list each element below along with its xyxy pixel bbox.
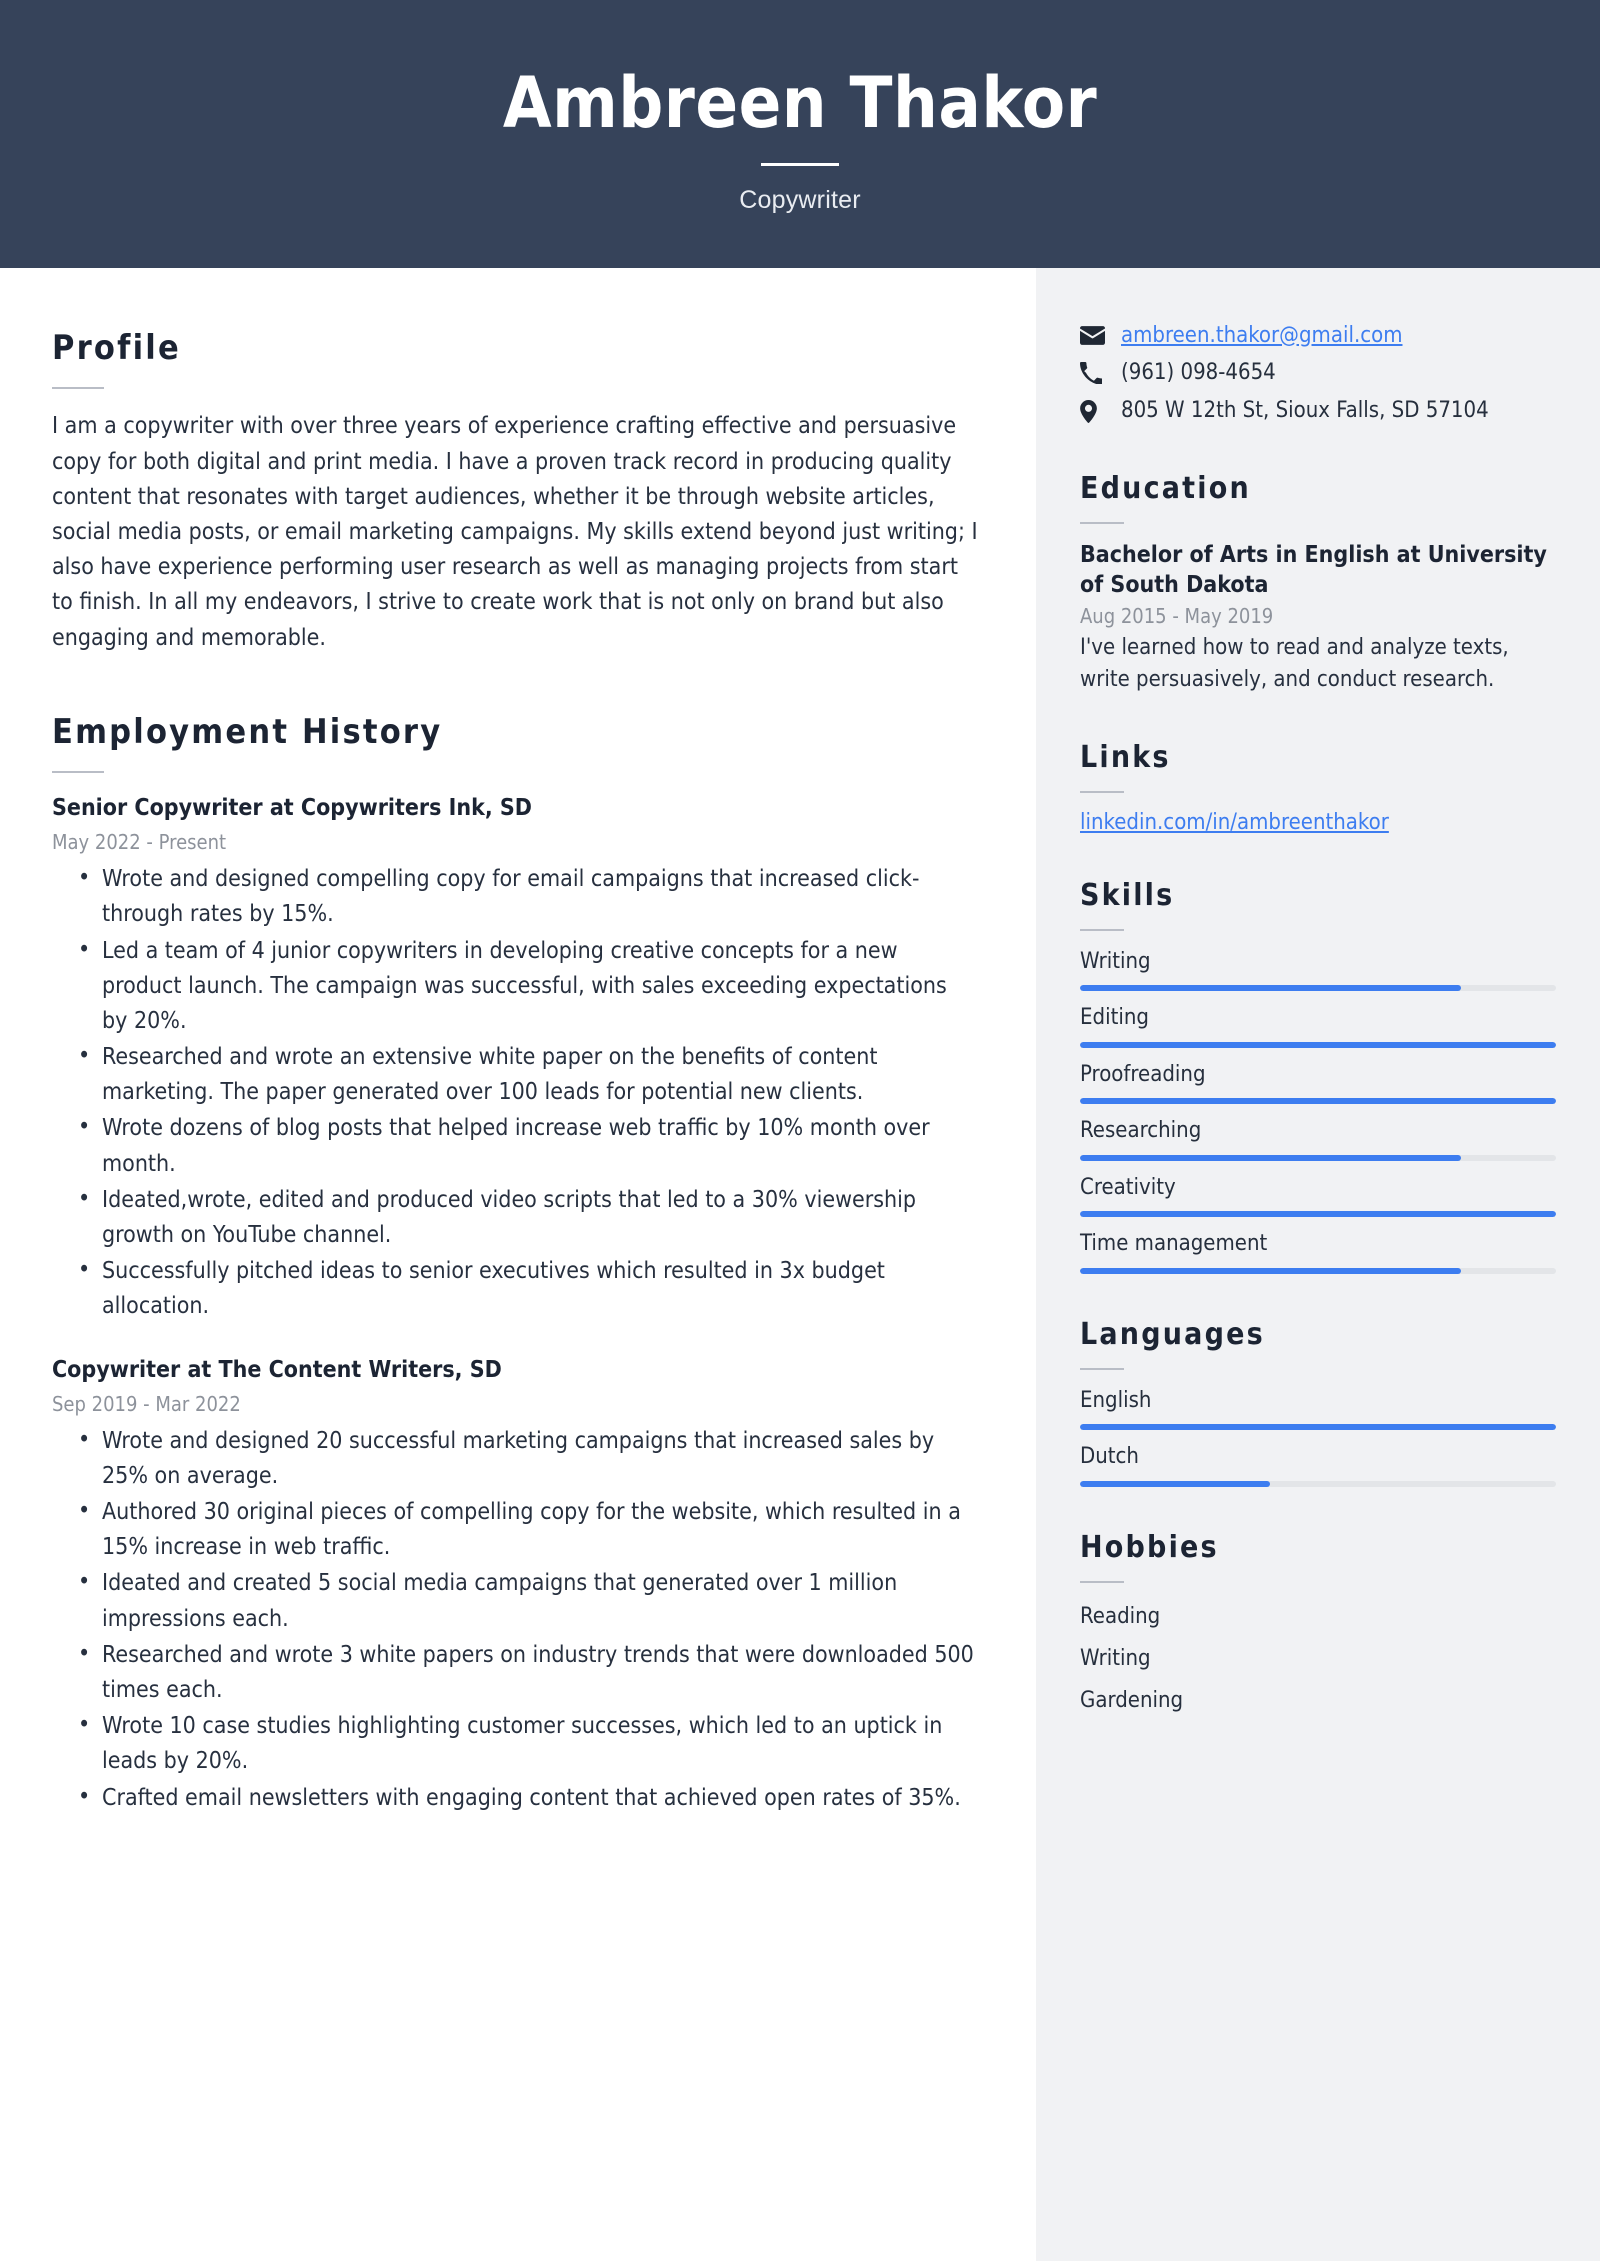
contact-section: [1080, 320, 1556, 426]
skill-bar-fill: [1080, 1042, 1556, 1048]
job-list: [52, 793, 978, 1816]
skill-bar-fill: [1080, 1155, 1461, 1161]
job-bullet: • Led a team of 4 junior copywriters in developing creative concepts for a new product launch. The campaign was successful, with sales exceeding expectations by 20%.: [102, 934, 978, 1040]
language-label: English: [1080, 1387, 1152, 1413]
education-degree: Bachelor of Arts in English at University of South Dakota: [1080, 542, 1547, 598]
skill-bar-fill: [1080, 1098, 1556, 1104]
profile-section: [52, 330, 978, 656]
skill-bar-track: [1080, 985, 1556, 991]
map-pin-icon: [1080, 398, 1110, 424]
language-bar-fill: [1080, 1424, 1556, 1430]
contact-phone-row: [1080, 358, 1556, 388]
language-bar-track: [1080, 1481, 1556, 1487]
phone-icon: [1080, 360, 1110, 386]
section-spacer: [52, 656, 978, 714]
education-heading: Education: [1080, 471, 1251, 506]
profile-heading: Profile: [52, 328, 181, 368]
skill: [1080, 948, 1556, 992]
profile-text: I am a copywriter with over three years of experience crafting effective and persuasive copy for both digital and print media. I have a proven track record in producing quality content that resonates with target audiences, whether it be through website articles, social media posts, or email marketing campaigns. My skills extend beyond just writing; I also have experience performing user research as well as managing projects from start to finish. In all my endeavors, I strive to create work that is not only on brand but also engaging and memorable.: [52, 413, 978, 651]
job-date: May 2022 - Present: [52, 830, 227, 855]
education-section: [1080, 472, 1556, 697]
skill-label: Proofreading: [1080, 1061, 1206, 1087]
skills-section: [1080, 879, 1556, 1274]
email-link[interactable]: ambreen.thakor@gmail.com: [1121, 322, 1403, 348]
education-heading-divider: [1080, 522, 1124, 524]
skill: [1080, 1061, 1556, 1105]
job-bullet: • Authored 30 original pieces of compelling copy for the website, which resulted in a 15% increase in web traffic.: [102, 1495, 978, 1565]
languages-heading-divider: [1080, 1368, 1124, 1370]
candidate-job-title: Copywriter: [739, 185, 861, 214]
skill-bar-track: [1080, 1098, 1556, 1104]
skill-label: Creativity: [1080, 1174, 1176, 1200]
hobbies-heading: Hobbies: [1080, 1529, 1219, 1565]
job-bullet-list: [52, 862, 978, 1324]
skill: [1080, 1174, 1556, 1218]
job-bullet: • Wrote and designed 20 successful marketing campaigns that increased sales by 25% on average.: [102, 1424, 978, 1494]
language: [1080, 1387, 1556, 1431]
hobby-item: Gardening: [1080, 1687, 1184, 1713]
header-divider: [761, 163, 839, 166]
profile-heading-divider: [52, 387, 104, 389]
address-text: 805 W 12th St, Sioux Falls, SD 57104: [1121, 398, 1489, 424]
job-entry: [52, 1355, 978, 1816]
profile-link[interactable]: linkedin.com/in/ambreenthakor: [1080, 809, 1389, 835]
job-bullet-list: [52, 1424, 978, 1816]
skill-bar-fill: [1080, 985, 1461, 991]
language-bar-fill: [1080, 1481, 1270, 1487]
envelope-icon: [1080, 322, 1110, 348]
employment-section: [52, 711, 978, 1816]
education-date: Aug 2015 - May 2019: [1080, 603, 1274, 628]
resume-header: [0, 0, 1600, 268]
skills-list: [1080, 948, 1556, 1274]
languages-heading: Languages: [1080, 1316, 1265, 1352]
skill-label: Time management: [1080, 1231, 1268, 1257]
skill-label: Editing: [1080, 1005, 1149, 1031]
education-description: I've learned how to read and analyze texts, write persuasively, and conduct research.: [1080, 634, 1509, 693]
skill: [1080, 1117, 1556, 1161]
job-bullet: • Crafted email newsletters with engaging content that achieved open rates of 35%.: [102, 1781, 978, 1816]
skill: [1080, 1004, 1556, 1048]
hobbies-list: [1080, 1600, 1556, 1717]
links-section: [1080, 741, 1556, 835]
resume-body: [0, 268, 1600, 2261]
job-bullet: • Ideated and created 5 social media campaigns that generated over 1 million impressions each.: [102, 1566, 978, 1636]
skill-bar-track: [1080, 1268, 1556, 1274]
hobby-item: Writing: [1080, 1645, 1151, 1671]
job-bullet: • Researched and wrote an extensive white paper on the benefits of content marketing. The paper generated over 100 leads for potential new clients.: [102, 1040, 978, 1110]
skills-heading-divider: [1080, 929, 1124, 931]
hobbies-section: [1080, 1531, 1556, 1717]
link-item[interactable]: [1080, 810, 1556, 835]
skill-label: Researching: [1080, 1118, 1202, 1144]
phone-text: (961) 098-4654: [1121, 360, 1276, 386]
links-list: [1080, 810, 1556, 835]
job-bullet: • Successfully pitched ideas to senior executives which resulted in 3x budget allocation.: [102, 1254, 978, 1324]
language: [1080, 1443, 1556, 1487]
skill-bar-track: [1080, 1155, 1556, 1161]
job-bullet: • Wrote and designed compelling copy for email campaigns that increased click-through rates by 15%.: [102, 862, 978, 932]
job-date: Sep 2019 - Mar 2022: [52, 1391, 241, 1416]
main-column: [0, 268, 1036, 2261]
language-label: Dutch: [1080, 1444, 1139, 1470]
job-bullet: • Researched and wrote 3 white papers on industry trends that were downloaded 500 times each.: [102, 1638, 978, 1708]
job-bullet: • Wrote dozens of blog posts that helped increase web traffic by 10% month over month.: [102, 1111, 978, 1181]
candidate-name: Ambreen Thakor: [502, 62, 1098, 145]
hobby-item: Reading: [1080, 1603, 1161, 1629]
contact-address-row: [1080, 396, 1556, 426]
skill-bar-track: [1080, 1211, 1556, 1217]
language-bar-track: [1080, 1424, 1556, 1430]
links-heading-divider: [1080, 791, 1124, 793]
job-bullet: • Wrote 10 case studies highlighting customer successes, which led to an uptick in leads by 20%.: [102, 1709, 978, 1779]
languages-section: [1080, 1318, 1556, 1487]
links-heading: Links: [1080, 739, 1171, 775]
employment-heading-divider: [52, 771, 104, 773]
skills-heading: Skills: [1080, 877, 1175, 913]
job-title: Copywriter at The Content Writers, SD: [52, 1356, 502, 1383]
job-title: Senior Copywriter at Copywriters Ink, SD: [52, 795, 532, 822]
languages-list: [1080, 1387, 1556, 1487]
hobbies-heading-divider: [1080, 1581, 1124, 1583]
skill-bar-fill: [1080, 1211, 1556, 1217]
contact-email-row[interactable]: [1080, 320, 1556, 350]
skill-bar-fill: [1080, 1268, 1461, 1274]
job-bullet: • Ideated,wrote, edited and produced video scripts that led to a 30% viewership growth on YouTube channel.: [102, 1183, 978, 1253]
job-entry: [52, 793, 978, 1324]
skill: [1080, 1230, 1556, 1274]
sidebar-column: [1036, 268, 1600, 2261]
skill-bar-track: [1080, 1042, 1556, 1048]
employment-heading: Employment History: [52, 711, 443, 752]
skill-label: Writing: [1080, 948, 1151, 974]
